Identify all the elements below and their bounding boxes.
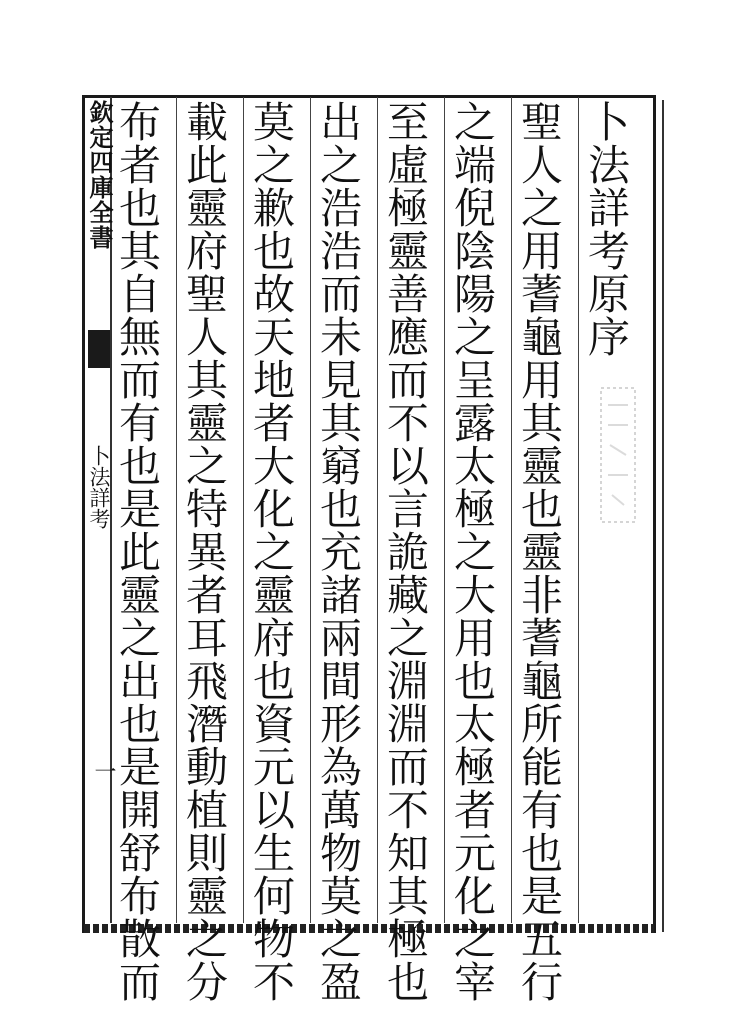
fish-tail-mark	[88, 330, 110, 368]
page-border-right-rule	[662, 100, 664, 932]
preface-title: 卜法詳考原序	[582, 100, 631, 358]
text-column-3: 至虛極靈善應而不以言詭藏之淵淵而不知其極也	[381, 100, 430, 1003]
seal-stamp	[598, 385, 638, 525]
column-rule	[176, 97, 177, 923]
text-column-7: 布者也其自無而有也是此靈之出也是開舒布散而	[113, 100, 162, 1003]
column-rule	[578, 97, 579, 923]
text-column-5: 莫之歉也故天地者大化之靈府也資元以生何物不	[247, 100, 296, 1003]
column-rule	[444, 97, 445, 923]
column-rule	[310, 97, 311, 923]
spine-collection-title: 欽定四庫全書	[85, 100, 114, 250]
column-rule	[377, 97, 378, 923]
column-rule	[243, 97, 244, 923]
spine-book-title: 卜法詳考	[87, 445, 111, 529]
text-column-6: 載此靈府聖人其靈之特異者耳飛潛動植則靈之分	[180, 100, 229, 1003]
page-border-bottom-rule	[84, 924, 654, 933]
text-column-2: 之端倪陰陽之呈露太極之大用也太極者元化之宰	[448, 100, 497, 1003]
page-border	[82, 95, 656, 933]
text-column-1: 聖人之用蓍龜用其靈也靈非蓍龜所能有也是五行	[515, 100, 564, 1003]
spine-page-number: 一	[91, 760, 116, 782]
text-column-4: 出之浩浩而未見其窮也充諸兩間形為萬物莫之盈	[314, 100, 363, 1003]
column-rule	[511, 97, 512, 923]
